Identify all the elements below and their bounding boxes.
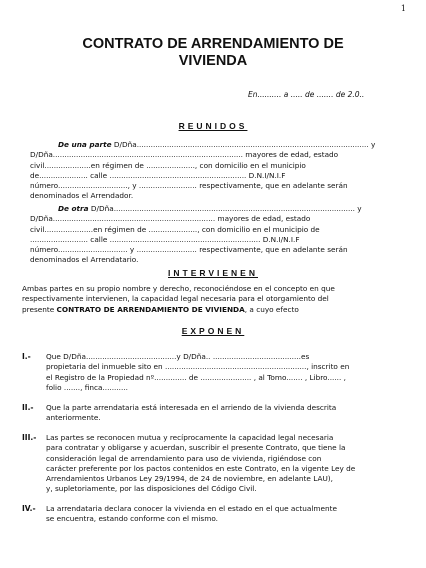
paragraph-line: Ambas partes en su propio nombre y derecho, reconociéndose en el concepto en que (22, 284, 335, 293)
paragraph-line: respectivamente intervienen, la capacidad legal necesaria para el otorgamiento del (22, 294, 329, 304)
paragraph-line-text: D/Dña........................................................................................................ y (88, 204, 362, 213)
page-number: 1 (400, 4, 406, 13)
paragraph-line (22, 305, 406, 315)
paragraph-line: Las partes se reconocen mutua y recíprocamente la capacidad legal necesaria (46, 433, 334, 442)
paragraph-line: La arrendataria declara conocer la vivienda en el estado en el que actualmente (46, 504, 337, 513)
paragraph-line-text: , a cuyo efecto (244, 304, 299, 314)
paragraph-line: Arrendamientos Urbanos Ley 29/1994, de 24 de noviembre, en adelante LAU), (46, 474, 333, 484)
paragraph-line: Que D/Dña.......................................y D/Dña.. ......................................es (46, 352, 310, 361)
paragraph-line: civil.....................en régimen de ....................., con domicilio en el municipio de (30, 224, 320, 234)
clause-i-paragraph (46, 352, 406, 393)
paragraph-line (30, 140, 402, 150)
paragraph-line: D/Dña.................................................................................. mayores de edad, estado (30, 150, 339, 160)
title-line-1: CONTRATO DE ARRENDAMIENTO DE (82, 36, 344, 52)
paragraph-line: número.............................., y ......................... respectivamente, que en adelante serán (30, 181, 348, 191)
clause-iii-paragraph (46, 433, 406, 495)
paragraph-line: se encuentra, estando conforme con el mismo. (46, 514, 218, 524)
paragraph-line: ......................... calle ................................................................. D.N.I/N.I.F (30, 234, 300, 244)
clause-iv-paragraph (46, 504, 406, 525)
intervienen-paragraph (22, 284, 406, 315)
de-otra-lead: De otra (58, 204, 89, 213)
paragraph-line-text: D/Dña.................................................................................................... y (111, 140, 376, 149)
paragraph-line-text: presente (22, 304, 57, 314)
paragraph-line (30, 204, 402, 214)
clause-number: IV.- (22, 504, 36, 513)
exponen-heading: EXPONEN (181, 326, 245, 336)
paragraph-line: número.............................. y .......................... respectivamente, que en adelante serán (30, 245, 348, 255)
paragraph-line: denominados el Arrendador. (30, 191, 134, 201)
paragraph-line: y, supletoriamente, por las disposiciones del Código Civil. (46, 484, 257, 494)
de-una-parte-paragraph (30, 140, 402, 202)
contract-name-bold: CONTRATO DE ARRENDAMIENTO DE VIVIENDA (56, 304, 245, 314)
paragraph-line: civil....................en régimen de ....................., con domicilio en el municipio (30, 160, 306, 170)
paragraph-line: D/Dña...................................................................... mayores de edad, estado (30, 214, 311, 224)
paragraph-line: propietaria del inmueble sito en ............................................................., inscrito en (46, 362, 350, 372)
paragraph-line: para contratar y obligarse y acuerdan, suscribir el presente Contrato, que tiene la (46, 443, 346, 453)
intervienen-heading: INTERVIENEN (168, 268, 258, 278)
date-line: En.......... a ..... de ....... de 2.0.. (248, 90, 365, 99)
title-line-2: VIVIENDA (178, 53, 248, 69)
paragraph-line: de..................... calle ........................................................... D.N.I/N.I.F (30, 170, 286, 180)
paragraph-line: denominados el Arrendatario. (30, 255, 139, 265)
paragraph-line: folio ......., finca........... (46, 382, 128, 392)
paragraph-line: consideración legal de arrendamiento para uso de vivienda, rigiéndose con (46, 453, 322, 463)
de-otra-paragraph (30, 204, 402, 266)
document-title (0, 36, 426, 70)
reunidos-heading: REUNIDOS (178, 121, 248, 131)
paragraph-line: Que la parte arrendataria está interesada en el arriendo de la vivienda descrita (46, 403, 337, 412)
clause-number: I.- (22, 352, 31, 361)
paragraph-line: el Registro de la Propiedad nº.............. de ...................... , al Tomo....... , Libro...... , (46, 372, 346, 382)
de-una-parte-lead: De una parte (58, 140, 112, 149)
paragraph-line: carácter preferente por los pactos contenidos en este Contrato, en la vigente Ley de (46, 463, 356, 473)
paragraph-line: anteriormente. (46, 413, 101, 423)
clause-ii-paragraph (46, 403, 406, 424)
clause-number: II.- (22, 403, 34, 412)
clause-number: III.- (22, 433, 37, 442)
